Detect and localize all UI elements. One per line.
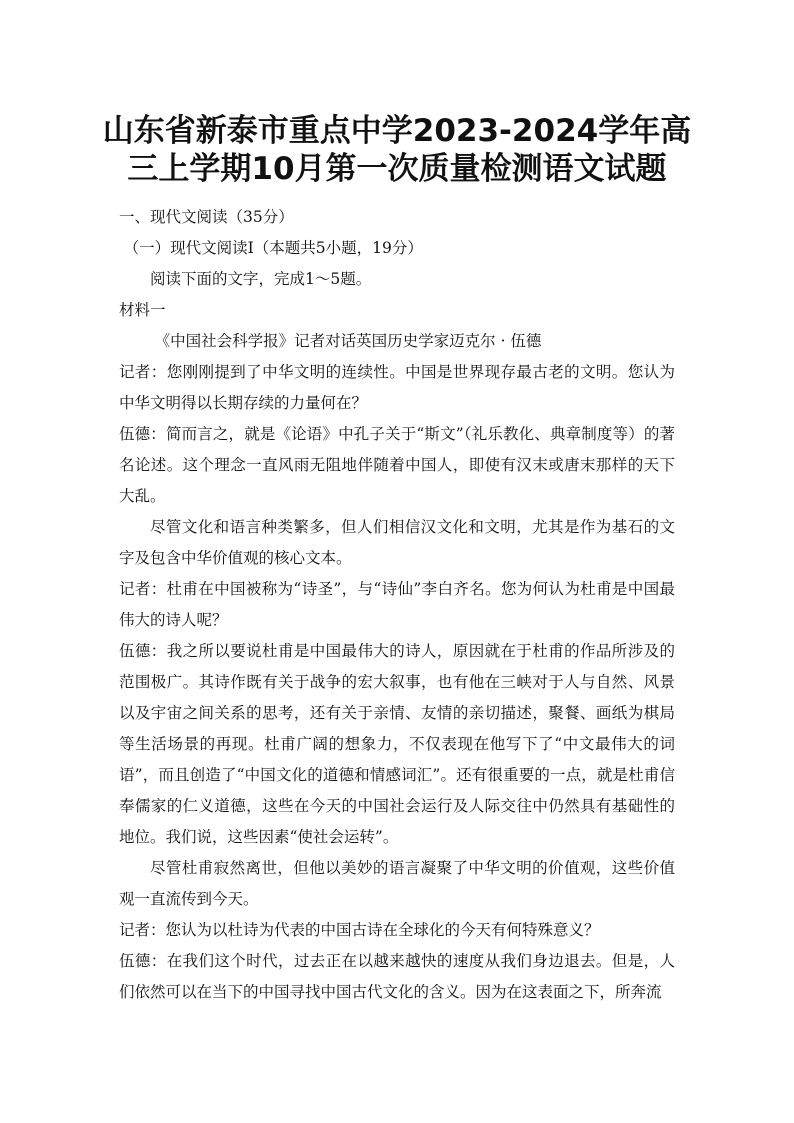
paragraph: 尽管文化和语言种类繁多，但人们相信汉文化和文明，尤其是作为基石的文字及包含中华价值观的核心文本。 [119, 518, 675, 567]
paragraph: 记者：您认为以杜诗为代表的中国古诗在全球化的今天有何特殊意义？ [119, 921, 600, 939]
paragraph: 伍德：我之所以要说杜甫是中国最伟大的诗人，原因就在于杜甫的作品所涉及的范围极广。其诗作既有关于战争的宏大叙事，也有他在三峡对于人与自然、风景以及宇宙之间关系的思考，还有关于亲情、友情的亲切描述，聚餐、画纸为棋局等生活场景的再现。杜甫广阔的想象力，不仅表现在他写下了“中文最伟大的词语”，而且创造了“中国文化的道德和情感词汇”。还有很重要的一点，就是杜甫信奉儒家的仁义道德，这些在今天的中国社会运行及人际交往中仍然具有基础性的地位。我们说，这些因素“使社会运转”。 [119, 642, 675, 846]
document-body [119, 202, 675, 1008]
subsection-heading: （一）现代文阅读Ⅰ（本题共5小题，19分） [123, 239, 423, 257]
section-heading: 一、现代文阅读（35分） [119, 208, 294, 226]
reading-instruction: 阅读下面的文字，完成1～5题。 [150, 270, 372, 288]
article-title: 《中国社会科学报》记者对话英国历史学家迈克尔 · 伍德 [154, 332, 542, 350]
paragraph: 伍德：在我们这个时代，过去正在以越来越快的速度从我们身边退去。但是，人们依然可以在当下的中国寻找中国古代文化的含义。因为在这表面之下，所奔流 [119, 952, 675, 1001]
document-title-line-1: 山东省新泰市重点中学2023-2024学年高 [102, 113, 692, 149]
paragraph: 尽管杜甫寂然离世，但他以美妙的语言凝聚了中华文明的价值观，这些价值观一直流传到今天。 [119, 859, 675, 908]
paragraph: 记者：杜甫在中国被称为“诗圣”，与“诗仙”李白齐名。您为何认为杜甫是中国最伟大的诗人呢？ [119, 580, 675, 629]
paragraph: 记者：您刚刚提到了中华文明的连续性。中国是世界现存最古老的文明。您认为中华文明得以长期存续的力量何在？ [119, 363, 675, 412]
material-label: 材料一 [119, 301, 166, 319]
document-title-line-2: 三上学期10月第一次质量检测语文试题 [127, 151, 667, 187]
paragraph: 伍德：简而言之，就是《论语》中孔子关于“斯文”（礼乐教化、典章制度等）的著名论述。这个理念一直风雨无阻地伴随着中国人，即使有汉末或唐末那样的天下大乱。 [119, 425, 675, 505]
